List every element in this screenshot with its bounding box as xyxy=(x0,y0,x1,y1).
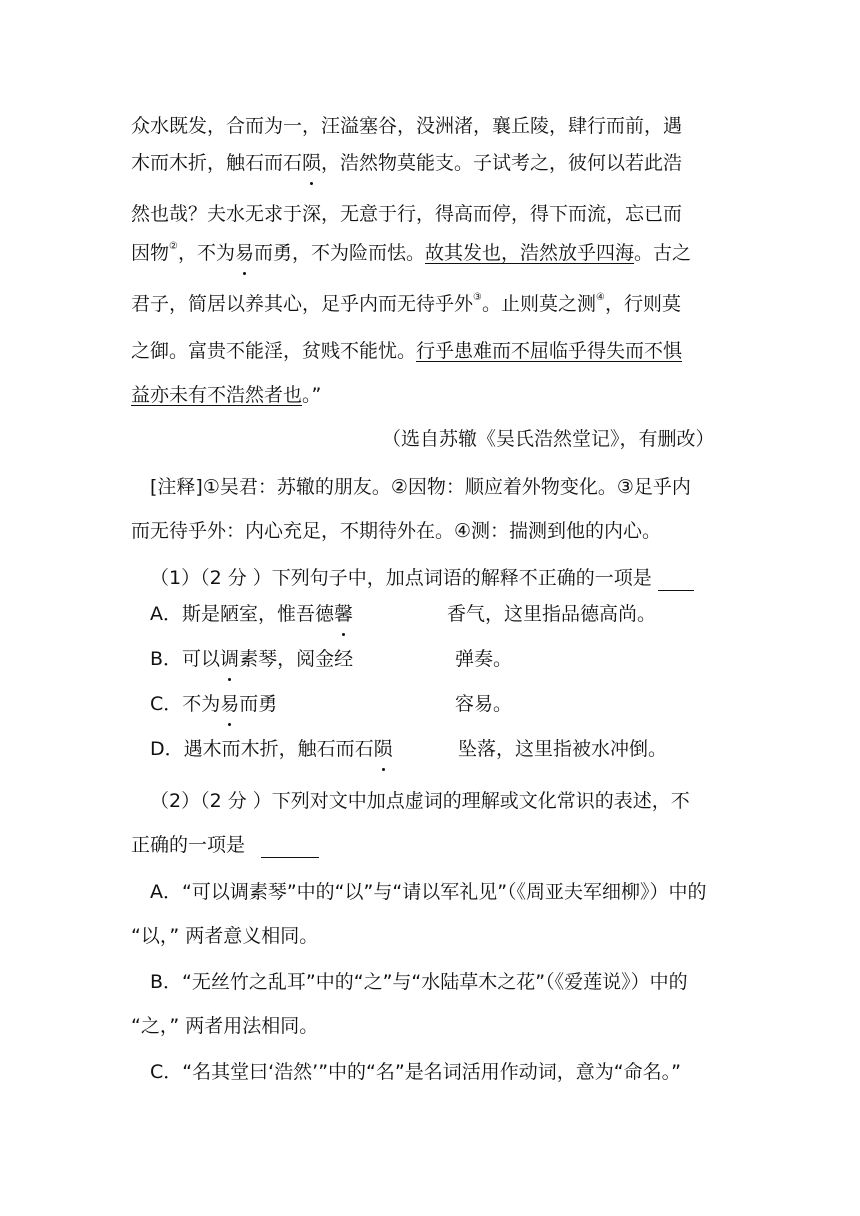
q1-option-c: C．不为易而勇 容易。 xyxy=(150,693,513,715)
dotted-char: 调 xyxy=(220,648,240,670)
underlined-sentence: 行乎患难而不屈临乎得失而不惧 xyxy=(416,340,683,362)
underlined-sentence: 故其发也，浩然放乎四海 xyxy=(425,242,635,264)
passage-line-7: 益亦未有不浩然者也。” xyxy=(131,384,322,406)
q1-option-a: A．斯是陋室，惟吾德馨 香气，这里指品德高尚。 xyxy=(150,603,657,625)
dotted-char: 陨 xyxy=(373,738,393,760)
q2-option-a-line-2: “以，” 两者意义相同。 xyxy=(131,925,319,947)
passage-source: （选自苏辙《吴氏浩然堂记》，有删改） xyxy=(382,428,715,450)
notes-line-1: [注释]①吴君：苏辙的朋友。②因物：顺应着外物变化。③足乎内 xyxy=(150,476,691,498)
passage-line-3: 然也哉？夫水无求于深，无意于行，得高而停，得下而流，忘已而 xyxy=(131,203,683,225)
q2-option-b-line-2: “之，” 两者用法相同。 xyxy=(131,1015,319,1037)
answer-blank[interactable] xyxy=(261,837,319,858)
q1-option-b: B．可以调素琴，阅金经 弹奏。 xyxy=(150,648,513,670)
notes-line-2: 而无待乎外：内心充足，不期待外在。④测：揣测到他的内心。 xyxy=(131,520,662,542)
q2-stem-line-2: 正确的一项是 xyxy=(131,832,319,858)
underlined-sentence: 益亦未有不浩然者也 xyxy=(131,384,303,406)
q2-stem-line-1: （2）（2 分 ）下列对文中加点虚词的理解或文化常识的表述，不 xyxy=(150,790,690,812)
option-explanation: 弹奏。 xyxy=(455,648,513,670)
passage-line-1: 众水既发，合而为一，汪溢塞谷，没洲渚，襄丘陵，肆行而前，遇 xyxy=(131,115,683,137)
q2-option-a-line-1: A．“可以调素琴”中的“以”与“请以军礼见”（《周亚夫军细柳》）中的 xyxy=(150,881,707,903)
q2-option-b-line-1: B．“无丝竹之乱耳”中的“之”与“水陆草木之花”（《爱莲说》）中的 xyxy=(150,971,688,993)
passage-line-2: 木而木折，触石而石陨，浩然物莫能支。子试考之，彼何以若此浩 xyxy=(131,152,683,174)
option-explanation: 香气，这里指品德高尚。 xyxy=(447,603,657,625)
dotted-char: 易 xyxy=(235,242,255,264)
option-explanation: 坠落，这里指被水冲倒。 xyxy=(458,738,668,760)
dotted-char: 馨 xyxy=(334,603,354,625)
answer-blank[interactable] xyxy=(658,570,694,591)
q1-stem: （1）（2 分 ）下列句子中，加点词语的解释不正确的一项是 xyxy=(150,565,694,591)
passage-line-6: 之御。富贵不能淫，贫贱不能忧。行乎患难而不屈临乎得失而不惧 xyxy=(131,340,683,362)
q1-option-d: D．遇木而木折，触石而石陨 坠落，这里指被水冲倒。 xyxy=(150,738,668,760)
dotted-char: 易 xyxy=(220,693,240,715)
option-explanation: 容易。 xyxy=(455,693,513,715)
dotted-char: 陨 xyxy=(302,152,322,174)
passage-line-4: 因物②，不为易而勇，不为险而怯。故其发也，浩然放乎四海。古之 xyxy=(131,241,692,264)
q2-option-c-line-1: C．“名其堂曰‘浩然’”中的“名”是名词活用作动词，意为“命名。” xyxy=(150,1061,681,1083)
passage-line-5: 君子，简居以养其心，足乎内而无待乎外③。止则莫之测④，行则莫 xyxy=(131,292,681,315)
